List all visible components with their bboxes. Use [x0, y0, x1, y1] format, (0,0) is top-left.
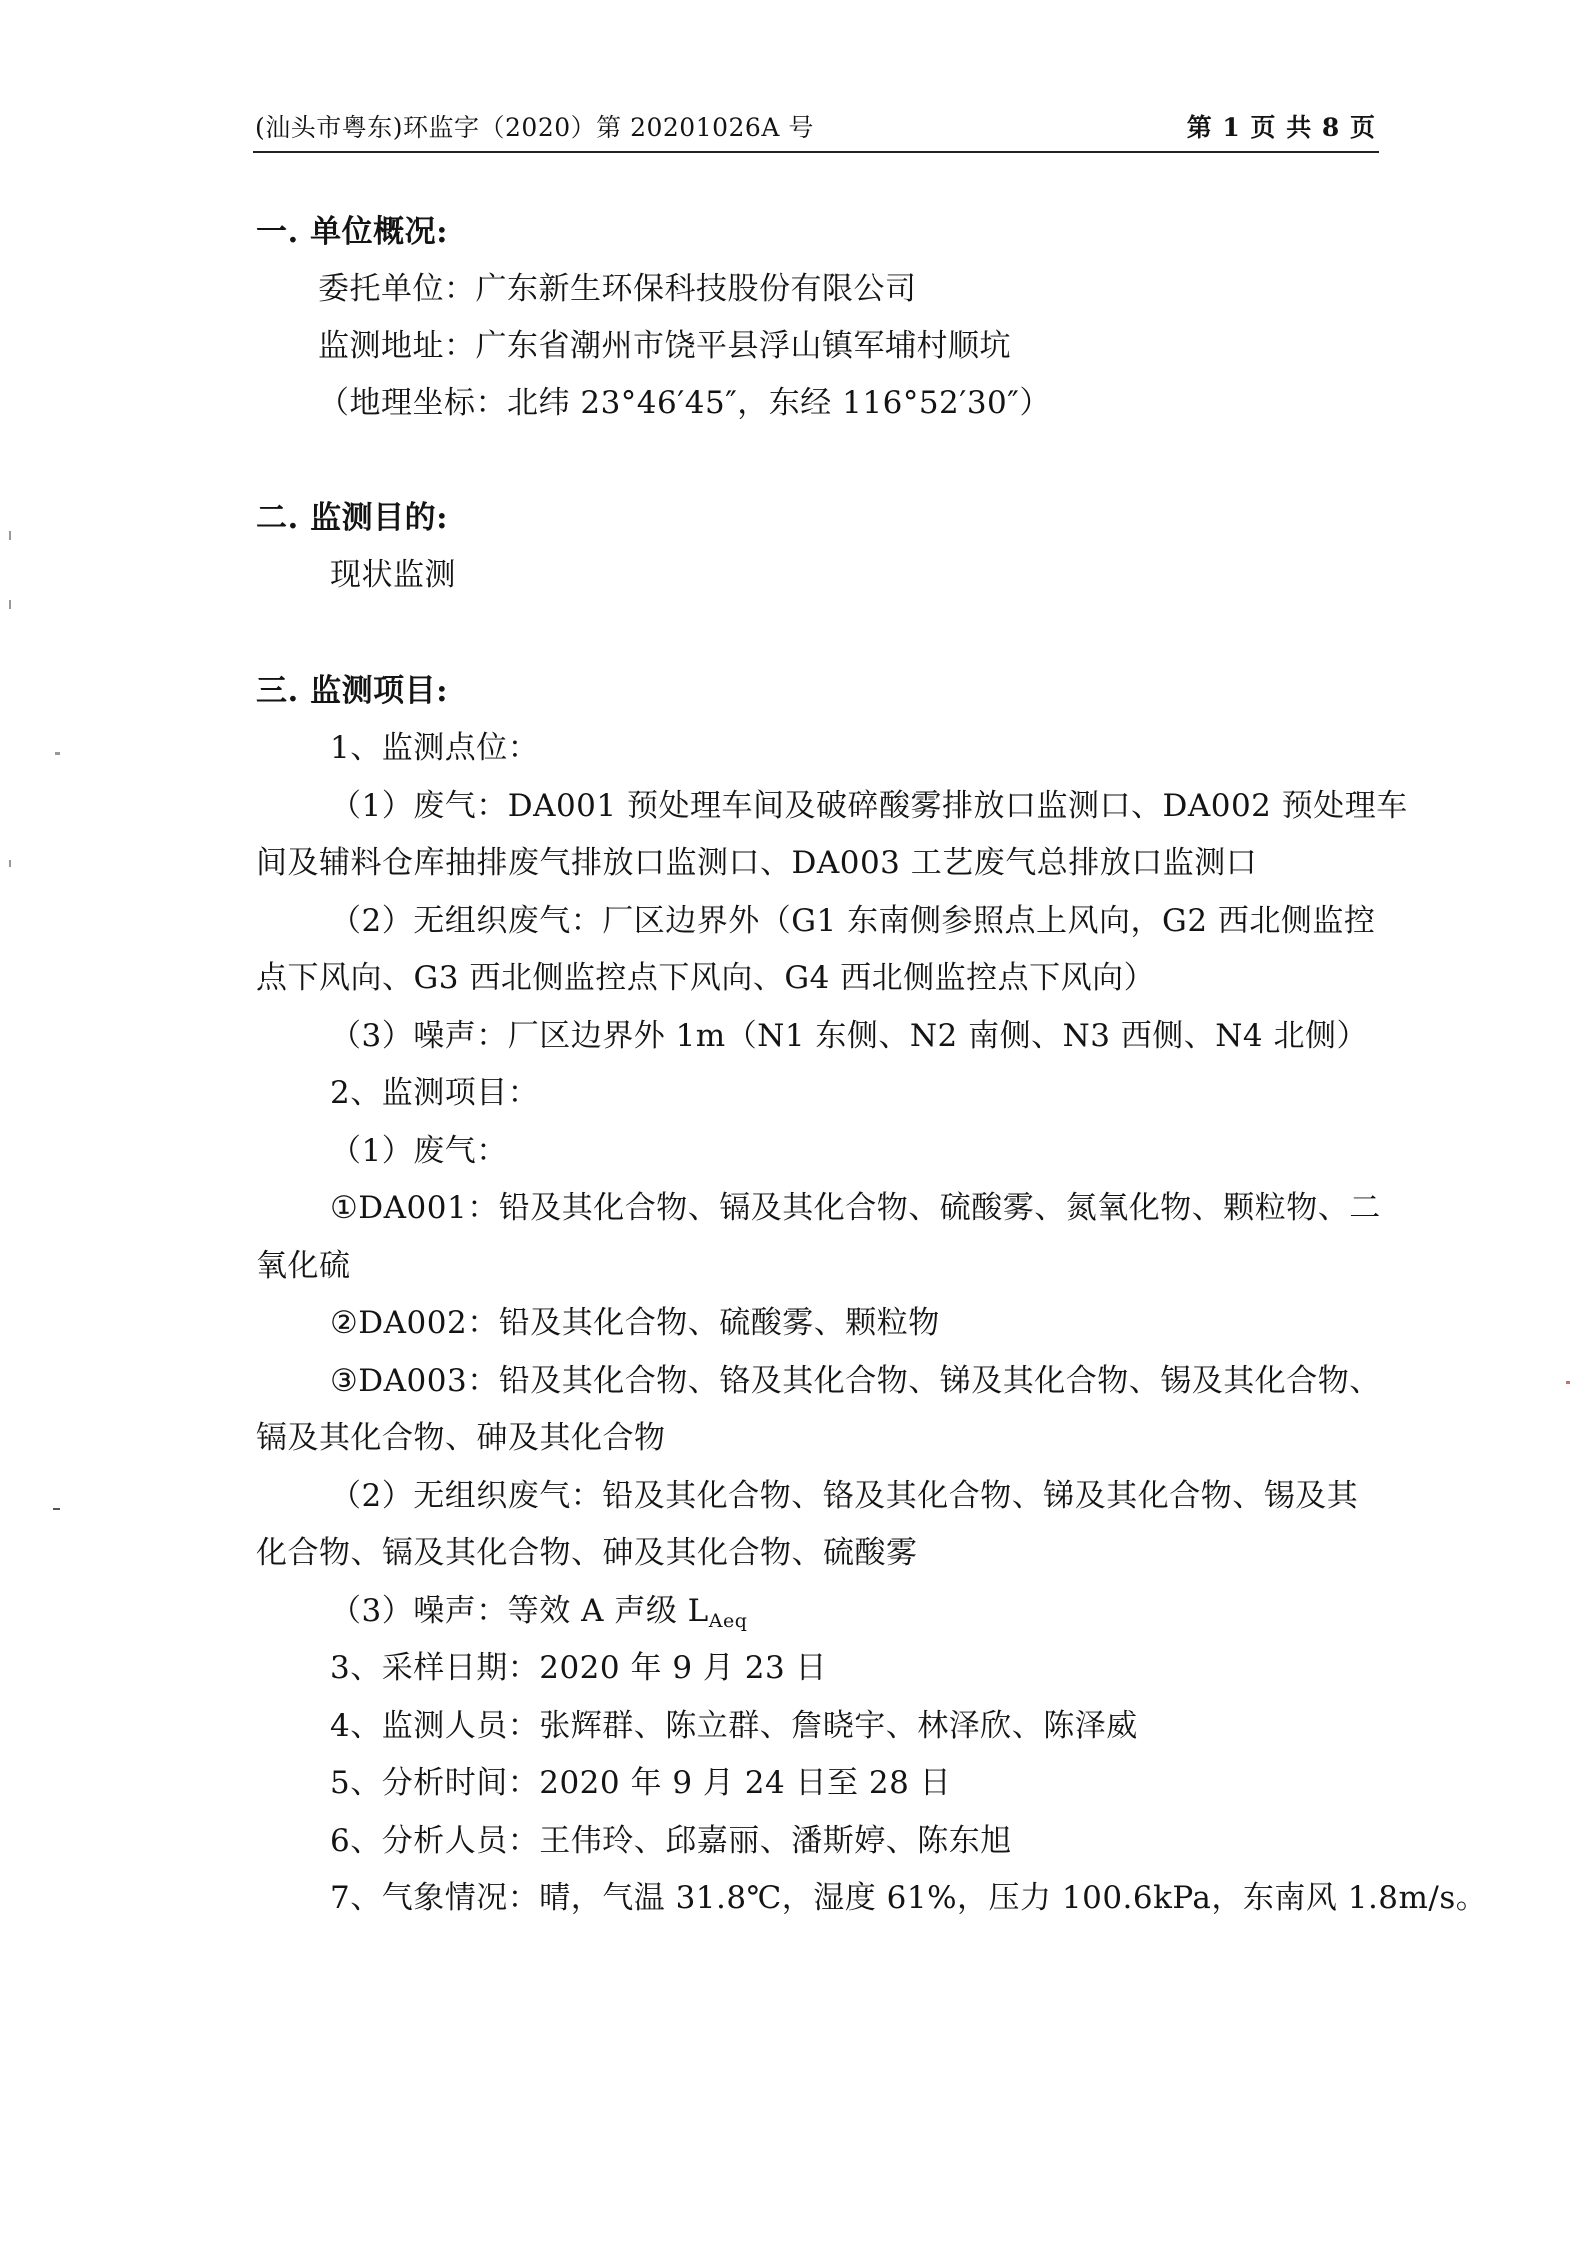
items-fugitive-line-1: （2）无组织废气：铅及其化合物、铬及其化合物、锑及其化合物、锡及其	[330, 1478, 1359, 1514]
section-1-heading: 一. 单位概况:	[256, 214, 449, 250]
scan-speck	[9, 860, 11, 867]
analysis-time-line: 5、分析时间：2020 年 9 月 24 日至 28 日	[330, 1765, 952, 1801]
points-noise-line: （3）噪声：厂区边界外 1m（N1 东侧、N2 南侧、N3 西侧、N4 北侧）	[330, 1018, 1369, 1054]
header-divider	[253, 151, 1379, 153]
weather-line: 7、气象情况：晴，气温 31.8℃，湿度 61%，压力 100.6kPa，东南风 1.8m/s。	[330, 1880, 1488, 1916]
scan-speck	[55, 752, 60, 755]
points-fugitive-line-2: 点下风向、G3 西北侧监控点下风向、G4 西北侧监控点下风向）	[256, 960, 1156, 996]
items-fugitive-line-2: 化合物、镉及其化合物、砷及其化合物、硫酸雾	[256, 1535, 918, 1571]
items-da003-line-2: 镉及其化合物、砷及其化合物	[256, 1420, 666, 1456]
points-heading: 1、监测点位：	[330, 730, 540, 766]
items-noise-subscript: Aeq	[708, 1610, 748, 1632]
scan-speck	[9, 600, 11, 609]
scan-speck	[53, 1508, 60, 1510]
client-line: 委托单位：广东新生环保科技股份有限公司	[318, 271, 917, 307]
items-noise-text: （3）噪声：等效 A 声级 L	[330, 1593, 709, 1629]
items-da002-line: ②DA002：铅及其化合物、硫酸雾、颗粒物	[330, 1305, 940, 1341]
items-da003-line-1: ③DA003：铅及其化合物、铬及其化合物、锑及其化合物、锡及其化合物、	[330, 1363, 1381, 1399]
staff-line: 4、监测人员：张辉群、陈立群、詹晓宇、林泽欣、陈泽威	[330, 1708, 1138, 1744]
items-noise-line	[330, 1585, 747, 1632]
address-line: 监测地址：广东省潮州市饶平县浮山镇军埔村顺坑	[318, 328, 1011, 364]
points-gas-line-1: （1）废气：DA001 预处理车间及破碎酸雾排放口监测口、DA002 预处理车	[330, 788, 1408, 824]
scan-speck	[1566, 1381, 1570, 1384]
report-number: (汕头市粤东)环监字（2020）第 20201026A 号	[255, 113, 814, 142]
points-gas-line-2: 间及辅料仓库抽排废气排放口监测口、DA003 工艺废气总排放口监测口	[256, 845, 1258, 881]
section-2-heading: 二. 监测目的:	[256, 500, 449, 536]
sampling-date-line: 3、采样日期：2020 年 9 月 23 日	[330, 1650, 828, 1686]
coordinates-line: （地理坐标：北纬 23°46′45″，东经 116°52′30″）	[318, 385, 1051, 421]
section-3-heading: 三. 监测项目:	[256, 673, 449, 709]
scan-speck	[9, 531, 11, 540]
purpose-line: 现状监测	[330, 557, 456, 593]
items-da001-line-2: 氧化硫	[256, 1248, 351, 1284]
page-indicator: 第 1 页 共 8 页	[1186, 113, 1376, 142]
points-fugitive-line-1: （2）无组织废气：厂区边界外（G1 东南侧参照点上风向，G2 西北侧监控	[330, 903, 1376, 939]
analysts-line: 6、分析人员：王伟玲、邱嘉丽、潘斯婷、陈东旭	[330, 1823, 1012, 1859]
items-gas-heading: （1）废气：	[330, 1133, 508, 1169]
items-heading: 2、监测项目：	[330, 1075, 540, 1111]
items-da001-line-1: ①DA001：铅及其化合物、镉及其化合物、硫酸雾、氮氧化物、颗粒物、二	[330, 1190, 1381, 1226]
